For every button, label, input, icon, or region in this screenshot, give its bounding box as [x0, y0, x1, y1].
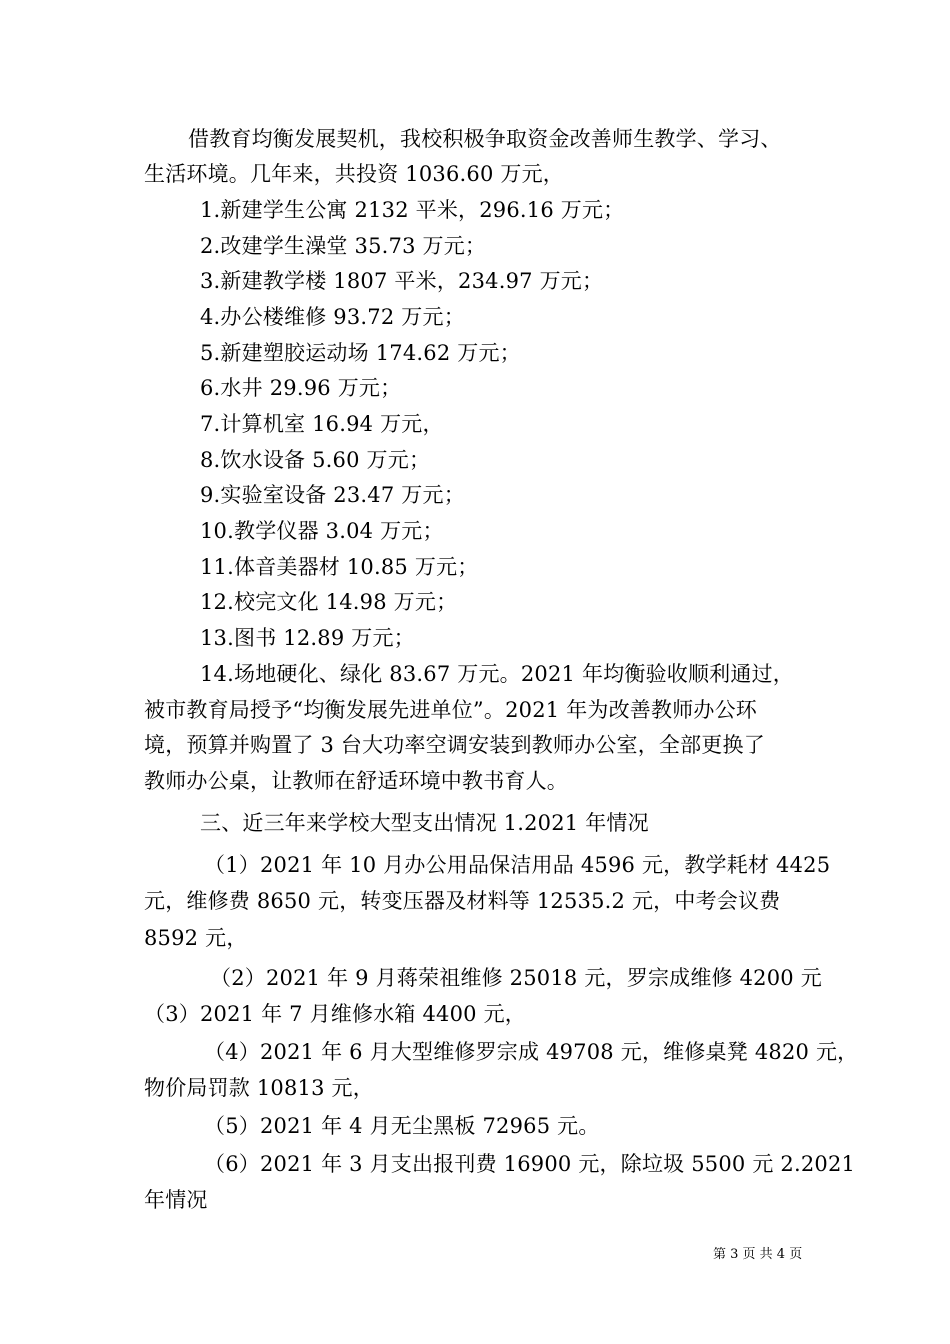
page-number: 第 3 页 共 4 页 [713, 1247, 803, 1262]
list-item: 7.计算机室 16.94 万元， [200, 412, 444, 436]
paragraph-line: （6）2021 年 3 月支出报刊费 16900 元，除垃圾 5500 元 2.2021 [204, 1152, 856, 1176]
paragraph-line: 8592 元， [144, 926, 248, 950]
list-item: 9.实验室设备 23.47 万元； [200, 483, 465, 507]
list-item: 6.水井 29.96 万元； [200, 376, 402, 400]
paragraph-line: 教师办公桌，让教师在舒适环境中教书育人。 [144, 769, 568, 793]
paragraph-line: 物价局罚款 10813 元， [144, 1076, 374, 1100]
paragraph-line: （4）2021 年 6 月大型维修罗宗成 49708 元，维修桌凳 4820 元， [204, 1040, 859, 1064]
list-item: 13.图书 12.89 万元； [200, 626, 415, 650]
paragraph-line: 元，维修费 8650 元，转变压器及材料等 12535.2 元，中考会议费 [144, 889, 781, 913]
list-item: 12.校完文化 14.98 万元； [200, 590, 458, 614]
list-item: 5.新建塑胶运动场 174.62 万元； [200, 341, 521, 365]
list-item: 14.场地硬化、绿化 83.67 万元。2021 年均衡验收顺利通过， [200, 662, 794, 686]
list-item: 8.饮水设备 5.60 万元； [200, 448, 431, 472]
paragraph-line: 借教育均衡发展契机，我校积极争取资金改善师生教学、学习、 [188, 127, 782, 151]
section-heading: 三、近三年来学校大型支出情况 1.2021 年情况 [200, 811, 649, 835]
list-item: 10.教学仪器 3.04 万元； [200, 519, 444, 543]
list-item: 11.体音美器材 10.85 万元； [200, 555, 479, 579]
paragraph-line: 境，预算并购置了 3 台大功率空调安装到教师办公室，全部更换了 [144, 733, 765, 757]
paragraph-line: （1）2021 年 10 月办公用品保洁用品 4596 元，教学耗材 4425 [204, 853, 831, 877]
list-item: 4.办公楼维修 93.72 万元； [200, 305, 465, 329]
paragraph-line: （5）2021 年 4 月无尘黑板 72965 元。 [204, 1114, 600, 1138]
paragraph-line: 被市教育局授予“均衡发展先进单位”。2021 年为改善教师办公环 [144, 698, 757, 722]
paragraph-line: （3）2021 年 7 月维修水箱 4400 元， [144, 1002, 526, 1026]
paragraph-line: 生活环境。几年来，共投资 1036.60 万元， [144, 162, 564, 186]
list-item: 3.新建教学楼 1807 平米，234.97 万元； [200, 269, 604, 293]
paragraph-line: 年情况 [144, 1188, 208, 1212]
list-item: 2.改建学生澡堂 35.73 万元； [200, 234, 487, 258]
list-item: 1.新建学生公寓 2132 平米，296.16 万元； [200, 198, 625, 222]
paragraph-line: （2）2021 年 9 月蒋荣祖维修 25018 元，罗宗成维修 4200 元 [210, 966, 822, 990]
